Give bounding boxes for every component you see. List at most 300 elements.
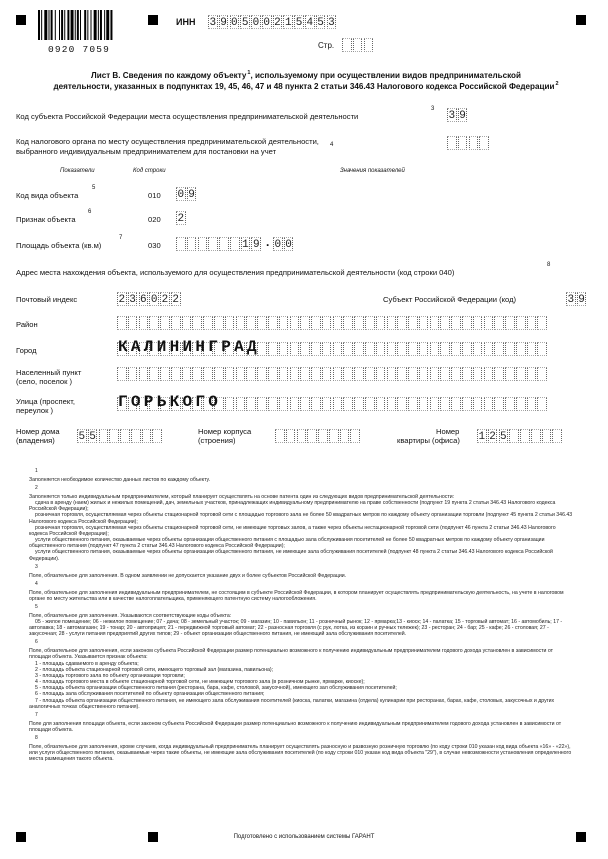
char-cell xyxy=(440,397,450,411)
barcode-bar xyxy=(59,10,60,40)
char-cell: 2 xyxy=(489,431,496,443)
char-cell xyxy=(322,397,332,411)
building-cells[interactable] xyxy=(275,429,361,443)
region-cells[interactable] xyxy=(566,292,588,306)
char-cell: 3 xyxy=(448,110,456,122)
char-cell xyxy=(376,342,386,356)
char-cell xyxy=(219,237,229,251)
char-cell xyxy=(246,397,256,411)
barcode-bar xyxy=(77,10,79,40)
char-cell xyxy=(182,316,192,330)
char-cell xyxy=(268,316,278,330)
char-cell xyxy=(537,367,547,381)
char-cell xyxy=(484,316,494,330)
char-cell xyxy=(354,342,364,356)
object-kind-label: Код вида объекта xyxy=(16,191,79,200)
char-cell xyxy=(225,367,235,381)
char-cell xyxy=(275,429,285,443)
char-cell xyxy=(268,397,278,411)
footnote-paragraph xyxy=(29,485,573,500)
char-cell xyxy=(171,316,181,330)
char-cell xyxy=(520,429,530,443)
char-cell xyxy=(462,367,472,381)
footnote-paragraph xyxy=(29,735,573,762)
char-cell xyxy=(516,367,526,381)
char-cell: 0 xyxy=(150,294,158,306)
char-cell xyxy=(451,342,461,356)
char-cell xyxy=(117,316,127,330)
char-cell xyxy=(527,342,537,356)
barcode-bar xyxy=(55,10,56,40)
tax-organ-label-line1: Код налогового органа по месту осуществления предпринимательской деятельности, xyxy=(16,137,319,146)
char-cell xyxy=(268,367,278,381)
char-cell xyxy=(343,397,353,411)
barcode-bar xyxy=(67,10,69,40)
footnote-text: Поле, обязательное для заполнения, если законом субъекта Российской Федерации размер потенциально возможного к получению индивидуальным предпринимателем годового дохода установлен в зависимости от площади объекта. Указывается признак объекта: xyxy=(29,648,554,661)
barcode-bar xyxy=(84,10,86,40)
char-cell xyxy=(203,316,213,330)
object-kind-footnote: 5 xyxy=(92,185,96,191)
footnote-paragraph xyxy=(29,512,573,524)
char-cell xyxy=(257,397,267,411)
barcode-bar xyxy=(98,10,99,40)
footnote-text: 7 - площадь объекта организации общественного питания, не имеющего зала обслуживания посетителей (киоска, палатки, магазина (отдела) кулинарии при ресторанах, барах, кафе, столовых, закусочных и других аналогичных точках общественного питания). xyxy=(29,697,555,710)
footnote-text: 05 - жилое помещение; 06 - нежилое помещение; 07 - дача; 08 - земельный участок; 09 - магазин; 10 - павильон; 11 - розничный рынок; 12 - ярмарка;13 - киоск; 14 - палатка; 15 - торговый автомат; 16 - автомобиль; 17 - автолавка; 18 - автомагазин; 19 - тонар; 20 - автоприцеп; 21 - передвижной торговый автомат; 22 - разносная торговля (с рук, лотка, из корзин и ручных тележек); 23 - ресторан; 24 - бар; 25 - кафе; 26 - столовая; 27 - закусочная; 28 - услуги питания предприятий других типов; 29 - объект организации общественного питания, не имеющий зала обслуживания посетителей. xyxy=(29,618,563,638)
char-cell: 0 xyxy=(285,239,292,251)
char-cell xyxy=(354,367,364,381)
char-cell xyxy=(473,367,483,381)
footnote-text: 1 - площадь сдаваемого в аренду объекта; xyxy=(35,660,139,667)
char-cell: 2 xyxy=(172,294,179,306)
char-cell xyxy=(451,316,461,330)
char-cell: 5 xyxy=(317,17,324,29)
tax-organ-label-line2: выбранного индивидуальным предпринимателем для постановки на учет xyxy=(16,147,277,156)
char-cell xyxy=(462,316,472,330)
char-cell: 5 xyxy=(500,431,507,443)
char-cell xyxy=(505,316,515,330)
char-cell xyxy=(300,397,310,411)
page-number-cells[interactable] xyxy=(342,38,374,52)
barcode-bar xyxy=(41,10,42,40)
region-label: Субъект Российской Федерации (код) xyxy=(383,295,517,304)
char-cell xyxy=(236,367,246,381)
char-cell: 3 xyxy=(209,17,217,29)
barcode-bar xyxy=(104,10,105,40)
char-cell xyxy=(342,38,352,52)
char-cell xyxy=(333,367,343,381)
char-cell xyxy=(505,367,515,381)
barcode-bar xyxy=(75,10,76,40)
footnote-paragraph xyxy=(29,604,573,619)
char-cell xyxy=(149,316,159,330)
city-label: Город xyxy=(16,346,37,355)
char-cell xyxy=(214,316,224,330)
char-cell xyxy=(333,316,343,330)
page-label: Стр. xyxy=(318,41,335,50)
char-cell xyxy=(160,367,170,381)
char-cell xyxy=(225,316,235,330)
barcode-bar xyxy=(71,10,74,40)
char-cell xyxy=(505,342,515,356)
char-cell xyxy=(494,342,504,356)
footnote-text: 4 - площадь торгового места в объекте стационарной торговой сети, не имеющем торгового зала (в розничном рынке, ярмарке, киоске); xyxy=(35,679,365,686)
footnote-number: 6 xyxy=(35,639,38,646)
char-cell xyxy=(322,367,332,381)
object-kind-code: 010 xyxy=(148,191,161,200)
footnote-paragraph xyxy=(29,619,573,637)
char-cell xyxy=(192,316,202,330)
char-cell xyxy=(225,397,235,411)
char-cell xyxy=(430,342,440,356)
char-cell xyxy=(290,397,300,411)
char-cell xyxy=(516,342,526,356)
char-cell xyxy=(494,316,504,330)
char-cell xyxy=(397,342,407,356)
barcode-bar xyxy=(106,10,109,40)
footnote-text: Заполняется необходимое количество данных листов по каждому объекту. xyxy=(29,476,211,483)
char-cell: 4 xyxy=(306,17,314,29)
object-sign-label: Признак объекта xyxy=(16,215,76,224)
char-cell xyxy=(509,429,519,443)
char-cell: 9 xyxy=(220,17,227,29)
char-cell xyxy=(311,316,321,330)
char-cell xyxy=(484,342,494,356)
char-cell xyxy=(516,397,526,411)
building-label-line2: (строения) xyxy=(198,436,236,445)
object-sign-code: 020 xyxy=(148,215,161,224)
building-label-line1: Номер корпуса xyxy=(198,427,252,436)
char-cell xyxy=(329,429,339,443)
char-cell: 2 xyxy=(274,17,281,29)
sheet-title-line1: Лист В. Сведения по каждому объекту xyxy=(91,71,247,80)
footnote-number: 5 xyxy=(35,603,38,610)
barcode-number: 0920 7059 xyxy=(47,44,111,55)
address-footnote: 8 xyxy=(547,262,551,268)
object-sign-cells[interactable] xyxy=(176,211,187,225)
char-cell xyxy=(343,342,353,356)
char-cell xyxy=(527,397,537,411)
footnote-text: Поле, обязательное для заполнения, кроме случаев, когда индивидуальный предприниматель планирует осуществлять разносную и развозную розничную торговлю (по коду строки 010 указан код вида объекта «16» - «22»), или услуги общественного питания, оказываемые через такие объекты, не имеющие зала обслуживания посетителей (по коду строки 010 указан код вида объекта "29"), в случае невозможности установления определенного места размещения такого объекта. xyxy=(29,743,572,763)
char-cell: 3 xyxy=(129,294,136,306)
char-cell xyxy=(246,316,256,330)
footnote-1-ref: 1 xyxy=(247,70,251,76)
char-cell: 0 xyxy=(274,239,282,251)
barcode-bar xyxy=(87,10,88,40)
barcode-bar xyxy=(61,10,63,40)
char-cell xyxy=(208,237,218,251)
barcode-bar xyxy=(110,10,112,40)
flat-label-line2: квартиры (офиса) xyxy=(397,436,460,445)
footnote-text: Поле для заполнения площади объекта, если законом субъекта Российской Федерации размер потенциально возможного к получению индивидуальным предпринимателем годового дохода установлен в зависимости от площади объекта. xyxy=(29,720,562,733)
barcode-bar xyxy=(38,10,40,40)
char-cell xyxy=(297,429,307,443)
char-cell xyxy=(322,342,332,356)
footnote-text: Поле, обязательное для заполнения. В одном заявлении не допускается указание двух и более субъектов Российской Федерации. xyxy=(29,572,347,579)
postcode-cells[interactable] xyxy=(117,292,182,306)
char-cell xyxy=(516,316,526,330)
char-cell xyxy=(131,429,141,443)
char-cell: 9 xyxy=(252,239,260,251)
char-cell: 3 xyxy=(567,294,575,306)
char-cell xyxy=(458,136,468,150)
char-cell xyxy=(387,316,397,330)
corner-marker-top-left xyxy=(16,15,26,25)
barcode-bar xyxy=(91,10,92,40)
footnote-paragraph xyxy=(29,549,573,561)
char-cell xyxy=(537,397,547,411)
char-cell: 1 xyxy=(242,239,249,251)
footnote-paragraph xyxy=(29,581,573,602)
char-cell xyxy=(300,316,310,330)
sheet-title-line2: деятельности, указанных в подпунктах 19, 45, 46, 47 и 48 пункта 2 статьи 346.43 Налогового кодекса Российской Федерации xyxy=(53,82,555,91)
corner-marker-top-mid xyxy=(148,15,158,25)
footnote-number: 7 xyxy=(35,711,38,718)
char-cell xyxy=(537,342,547,356)
char-cell xyxy=(408,342,418,356)
flat-cells[interactable] xyxy=(477,429,563,443)
footnote-2-ref: 2 xyxy=(555,81,559,87)
char-cell xyxy=(419,342,429,356)
object-area-footnote: 7 xyxy=(119,235,123,241)
char-cell xyxy=(440,342,450,356)
char-cell xyxy=(451,397,461,411)
char-cell xyxy=(387,342,397,356)
char-cell xyxy=(311,397,321,411)
char-cell xyxy=(120,429,130,443)
char-cell: 5 xyxy=(89,431,96,443)
char-cell xyxy=(365,342,375,356)
char-cell: 6 xyxy=(140,294,147,306)
tax-organ-cells[interactable] xyxy=(447,136,490,150)
object-area-frac-cells[interactable] xyxy=(273,237,295,251)
footnote-text: Заполняется только индивидуальным предпринимателем, который планирует осуществлять на основе патента один из следующих видов предпринимательской деятельности: xyxy=(29,493,455,500)
char-cell xyxy=(365,367,375,381)
char-cell xyxy=(152,429,162,443)
subject-code-label: Код субъекта Российской Федерации места осуществления предпринимательской деятельности xyxy=(16,112,359,121)
object-area-label: Площадь объекта (кв.м) xyxy=(16,241,102,250)
footnote-text: Поле, обязательное для заполнения. Указываются соответствующие коды объекта: xyxy=(29,612,232,619)
barcode-bar xyxy=(64,10,65,40)
footnote-text: 3 - площадь торгового зала по объекту организации торговли; xyxy=(35,672,185,679)
char-cell xyxy=(318,429,328,443)
barcode-bar xyxy=(49,10,50,40)
char-cell xyxy=(440,367,450,381)
char-cell: 0 xyxy=(263,17,270,29)
address-section-label: Адрес места нахождения объекта, используемого для осуществления предпринимательской деятельности (код строки 040) xyxy=(16,268,455,277)
settlement-label-line1: Населенный пункт xyxy=(16,368,82,377)
char-cell xyxy=(171,367,181,381)
barcode-bar xyxy=(100,10,102,40)
char-cell: 1 xyxy=(284,17,292,29)
char-cell xyxy=(176,237,186,251)
barcode-bar xyxy=(51,10,53,40)
char-cell xyxy=(128,316,138,330)
char-cell xyxy=(311,342,321,356)
char-cell xyxy=(469,136,479,150)
footer-garant: Подготовлено с использованием системы ГАРАНТ xyxy=(233,834,375,840)
house-cells[interactable] xyxy=(77,429,163,443)
char-cell xyxy=(397,397,407,411)
house-label-line2: (владения) xyxy=(16,436,55,445)
footnote-text: розничная торговля, осуществляемая через объекты стационарной торговой сети с площадью торгового зала не более 50 квадратных метров по каждому объекту организации торговли (подпункт 45 пункта 2 статьи 346.43 Налогового кодекса Российской Федерации); xyxy=(29,512,573,525)
footnote-text: Поле, обязательное для заполнения индивидуальным предпринимателем, не состоящим в субъекте Российской Федерации, в котором планирует осуществлять предпринимательскую деятельность, на учете в налоговом органе по месту жительства или в качестве налогоплательщика, применяющего патентную систему налогообложения. xyxy=(29,589,564,602)
footnotes-block xyxy=(29,466,573,762)
char-cell xyxy=(494,397,504,411)
char-cell xyxy=(408,316,418,330)
char-cell xyxy=(387,397,397,411)
char-cell xyxy=(430,397,440,411)
inn-label: ИНН xyxy=(176,17,196,27)
char-cell xyxy=(307,429,317,443)
char-cell xyxy=(279,316,289,330)
barcode-bar xyxy=(80,10,81,40)
sheet-title-line1-rest: , используемому при осуществлении видов предпринимательской xyxy=(250,71,521,80)
subject-code-cells[interactable] xyxy=(447,108,469,122)
object-area-int-cells[interactable] xyxy=(176,237,262,251)
char-cell xyxy=(479,136,489,150)
char-cell xyxy=(365,316,375,330)
char-cell xyxy=(333,342,343,356)
char-cell xyxy=(198,237,208,251)
footnote-text: услуги общественного питания, оказываемые через объекты организации общественного питания с площадью зала обслуживания посетителей не более 50 квадратных метров по каждому объекту организации общественного питания (подпункт 47 пункта 2 статьи 346.43 Налогового кодекса Российской Федерации); xyxy=(29,537,545,550)
char-cell xyxy=(214,367,224,381)
barcode-bar xyxy=(44,10,47,40)
char-cell xyxy=(473,316,483,330)
inn-cells[interactable] xyxy=(208,15,337,29)
char-cell xyxy=(230,237,240,251)
char-cell xyxy=(397,367,407,381)
char-cell xyxy=(376,367,386,381)
subject-code-footnote: 3 xyxy=(431,106,435,112)
footnote-paragraph xyxy=(29,712,573,733)
char-cell xyxy=(246,367,256,381)
char-cell xyxy=(440,316,450,330)
col-header-values: Значения показателей xyxy=(340,168,405,174)
char-cell xyxy=(376,397,386,411)
object-kind-cells[interactable] xyxy=(176,187,198,201)
footnote-text: сдача в аренду (наем) жилых и нежилых помещений, дач, земельных участков, принадлежащих индивидуальному предпринимателю на праве собственности (подпункт 19 пункта 2 статьи 346.43 Налогового кодекса Российской Федерации); xyxy=(29,500,556,513)
char-cell xyxy=(350,429,360,443)
char-cell xyxy=(473,397,483,411)
char-cell xyxy=(376,316,386,330)
char-cell xyxy=(353,38,363,52)
city-value: КАЛИНИНГРАД xyxy=(118,338,260,356)
footnote-text: 6 - площадь зала обслуживания посетителей по объекту организации общественного питания; xyxy=(35,691,265,698)
char-cell xyxy=(419,367,429,381)
char-cell: 0 xyxy=(252,17,260,29)
char-cell xyxy=(484,367,494,381)
char-cell xyxy=(419,397,429,411)
char-cell xyxy=(290,316,300,330)
char-cell: 9 xyxy=(459,110,466,122)
street-label-line1: Улица (проспект, xyxy=(16,397,76,406)
char-cell xyxy=(462,397,472,411)
street-value: ГОРЬКОГО xyxy=(118,393,222,411)
char-cell xyxy=(290,342,300,356)
char-cell: 5 xyxy=(241,17,249,29)
char-cell xyxy=(182,367,192,381)
char-cell xyxy=(333,397,343,411)
object-area-code: 030 xyxy=(148,241,161,250)
char-cell xyxy=(192,367,202,381)
footnote-text: услуги общественного питания, оказываемые через объекты организации общественного питания, не имеющие зала обслуживания посетителей (подпункт 48 пункта 2 статьи 346.43 Налогового кодекса Российской Федерации). xyxy=(29,549,553,562)
footnote-text: розничная торговля, осуществляемая через объекты стационарной торговой сети, не имеющие торговых залов, а также через объекты нестационарной торговой сети (подпункт 46 пункта 2 статьи 346.43 Налогового кодекса Российской Федерации); xyxy=(29,524,556,537)
char-cell xyxy=(279,342,289,356)
footnote-paragraph xyxy=(29,639,573,660)
barcode-bars xyxy=(38,10,120,40)
sheet-title xyxy=(20,71,592,93)
settlement-cells[interactable] xyxy=(117,367,548,381)
char-cell: 3 xyxy=(328,17,335,29)
char-cell: 0 xyxy=(231,17,238,29)
district-cells[interactable] xyxy=(117,316,548,330)
char-cell xyxy=(354,397,364,411)
char-cell xyxy=(365,397,375,411)
char-cell xyxy=(505,397,515,411)
char-cell xyxy=(109,429,119,443)
char-cell xyxy=(286,429,296,443)
object-sign-footnote: 6 xyxy=(88,209,92,215)
char-cell: 0 xyxy=(177,189,185,201)
char-cell xyxy=(279,397,289,411)
char-cell xyxy=(279,367,289,381)
footnote-paragraph xyxy=(29,698,573,710)
char-cell xyxy=(430,316,440,330)
footnote-paragraph xyxy=(29,468,573,483)
char-cell xyxy=(300,342,310,356)
char-cell xyxy=(257,367,267,381)
char-cell xyxy=(311,367,321,381)
char-cell xyxy=(447,136,457,150)
col-header-indicators: Показатели xyxy=(60,168,95,174)
char-cell xyxy=(552,429,562,443)
char-cell xyxy=(408,367,418,381)
char-cell xyxy=(408,397,418,411)
house-label-line1: Номер дома xyxy=(16,427,60,436)
tax-organ-footnote: 4 xyxy=(330,142,334,148)
footnote-number: 1 xyxy=(35,468,38,474)
char-cell xyxy=(387,367,397,381)
footnote-paragraph xyxy=(29,564,573,579)
char-cell xyxy=(542,429,552,443)
char-cell xyxy=(99,429,109,443)
footnote-paragraph xyxy=(29,537,573,549)
char-cell xyxy=(537,316,547,330)
barcode-bar xyxy=(94,10,97,40)
char-cell xyxy=(397,316,407,330)
char-cell: 5 xyxy=(78,431,86,443)
char-cell xyxy=(149,367,159,381)
footnote-text: 2 - площадь объекта стационарной торговой сети, имеющего торговый зал (магазина, павильона); xyxy=(35,666,274,673)
col-header-code: Код строки xyxy=(133,168,166,174)
char-cell xyxy=(236,316,246,330)
district-label: Район xyxy=(16,320,38,329)
char-cell xyxy=(128,367,138,381)
char-cell xyxy=(343,316,353,330)
postcode-label: Почтовый индекс xyxy=(16,295,78,304)
char-cell xyxy=(257,316,267,330)
char-cell xyxy=(484,397,494,411)
footnote-paragraph xyxy=(29,525,573,537)
char-cell xyxy=(290,367,300,381)
char-cell: 1 xyxy=(478,431,486,443)
char-cell xyxy=(139,367,149,381)
char-cell xyxy=(203,367,213,381)
footnote-text: 5 - площадь объекта организации общественного питания (ресторана, бара, кафе, столовой, закусочной), имеющего зал обслуживания посетителей; xyxy=(35,685,397,692)
footnote-number: 2 xyxy=(35,485,38,492)
char-cell: 2 xyxy=(118,294,126,306)
char-cell xyxy=(462,342,472,356)
